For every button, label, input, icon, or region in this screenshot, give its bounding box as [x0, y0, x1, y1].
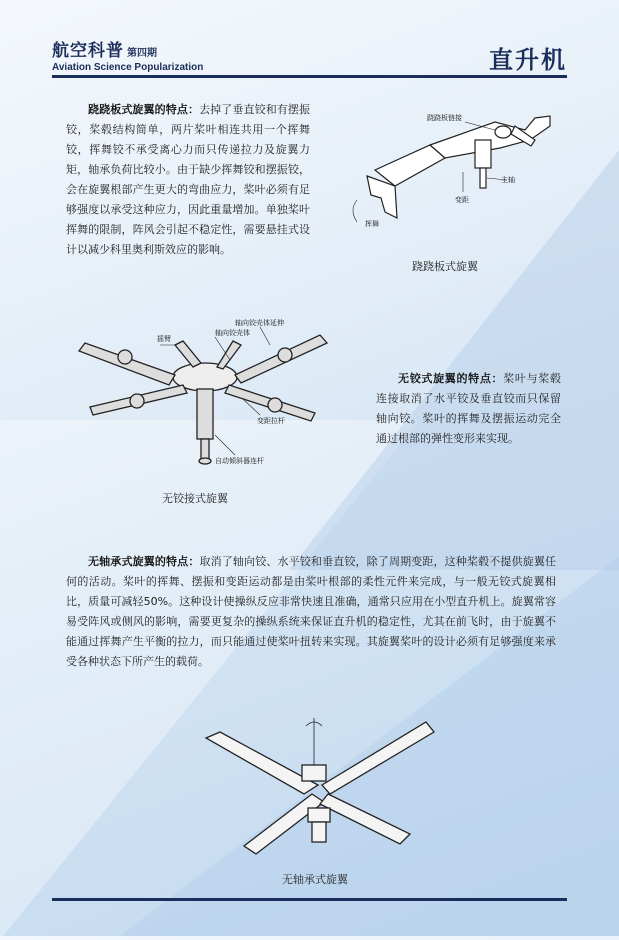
- hingeless-rotor-paragraph: [376, 369, 561, 449]
- teeter-rotor-body: 去掉了垂直铰和有摆振铰，桨毂结构简单，两片桨叶相连共用一个挥舞铰，挥舞铰不承受离心力而只传递拉力及旋翼力矩，轴承负荷比较小。由于缺少挥舞铰和摆振铰，会在旋翼根部产生更大的弯曲应力，桨叶必须有足够强度以承受这种应力，因此重量增加。单独桨叶挥舞的限制，阵风会引起不稳定性，需要悬挂式设计以减少科里奥利斯效应的影响。: [66, 103, 311, 256]
- hingeless-rotor-caption: 无铰接式旋翼: [162, 492, 228, 505]
- hingeless-rotor-lead: 无铰式旋翼的特点：: [398, 372, 504, 385]
- teeter-rotor-lead: 跷跷板式旋翼的特点：: [88, 103, 200, 116]
- teeter-label-link: 跷跷板链接: [427, 114, 462, 122]
- footer-rule: [52, 898, 567, 901]
- hingeless-rotor-body: 桨叶与桨毂连接取消了水平铰及垂直铰而只保留轴向铰。桨叶的挥舞及摆振运动完全通过根部的弹性变形来实现。: [376, 372, 562, 445]
- teeter-rotor-paragraph: [66, 100, 310, 260]
- teeter-label-pitch: 变距: [455, 196, 469, 204]
- issue-number: 第四期: [127, 48, 157, 59]
- bearingless-rotor-body: 取消了轴向铰、水平铰和垂直铰，除了周期变距，这种桨毂不提供旋翼任何的活动。桨叶的挥舞、摆振和变距运动都是由桨叶根部的柔性元件来完成，与一般无铰式旋翼相比，质量可减轻50%。这种设计使操纵反应非常快速且准确，通常只应用在小型直升机上。旋翼常容易受阵风或侧风的影响，需要更复杂的操纵系统来保证直升机的稳定性，尤其在前飞时，由于旋翼不能通过挥舞产生平衡的拉力，而只能通过使桨叶扭转来实现。其旋翼桨叶的设计必须有足够强度来承受各种状态下所产生的载荷。: [66, 555, 557, 668]
- teeter-label-mast: 主轴: [501, 176, 515, 184]
- bearingless-rotor-figure: [200, 710, 440, 860]
- header-rule: [52, 75, 567, 78]
- hingeless-label-arm: 摇臂: [157, 335, 171, 343]
- page-header: [52, 36, 567, 73]
- bearingless-rotor-caption: 无轴承式旋翼: [282, 873, 348, 886]
- hingeless-label-sleeve-ext: 轴向铰壳体延伸: [235, 319, 284, 327]
- teeter-rotor-figure: [335, 100, 560, 245]
- hingeless-label-sleeve: 轴向铰壳体: [215, 329, 250, 337]
- teeter-rotor-caption: 跷跷板式旋翼: [412, 260, 478, 273]
- magazine-title-en: Aviation Science Popularization: [52, 62, 204, 73]
- magazine-title-cn: 航空科普: [52, 41, 124, 61]
- hingeless-rotor-figure: [65, 315, 345, 475]
- bearingless-rotor-lead: 无轴承式旋翼的特点：: [88, 555, 200, 568]
- hingeless-label-rod: 变距拉杆: [257, 417, 285, 425]
- teeter-label-flap: 挥舞: [365, 220, 379, 228]
- bearingless-rotor-paragraph: [66, 552, 556, 672]
- topic-title: 直升机: [489, 46, 567, 74]
- hingeless-label-swash: 自动倾斜器连杆: [215, 457, 264, 465]
